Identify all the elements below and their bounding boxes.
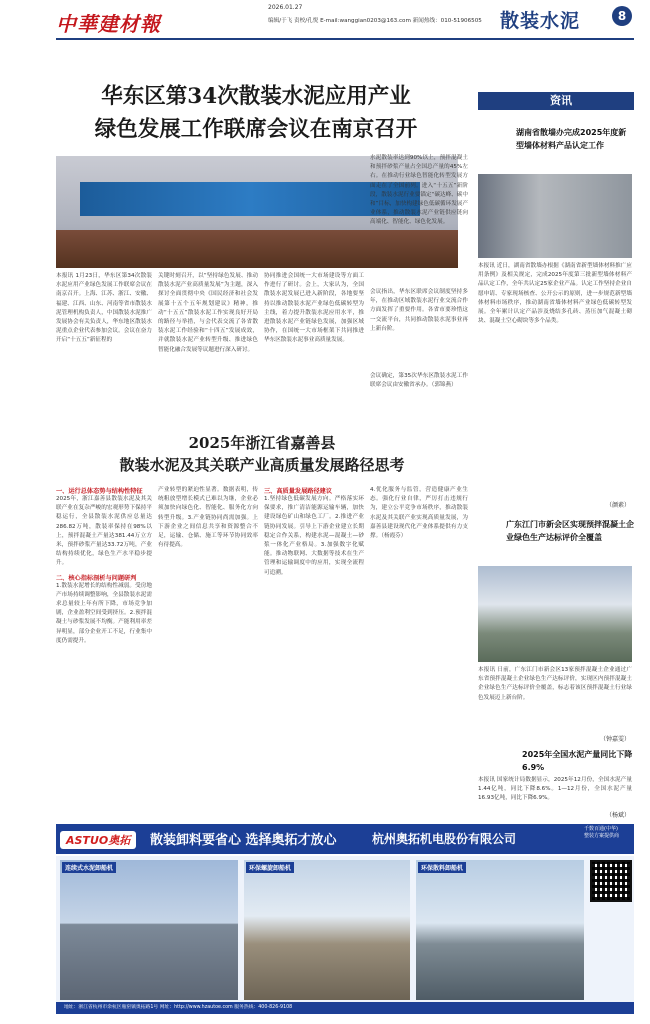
ad-caption-1: 连续式水泥卸船机 <box>62 862 116 873</box>
brief3-text: 本报讯 国家统计局数据显示，2025年12月份，全国水泥产量1.44亿吨，同比下降8.6%。1—12月份，全国水泥产量16.93亿吨，同比下降6.9%。 <box>478 777 632 802</box>
section-subhead-2: 二、核心指标剖析与问题研判 <box>56 574 137 582</box>
brief2-photo <box>478 566 632 662</box>
second-article-col1 <box>56 486 152 812</box>
newspaper-logo: 中華建材報 <box>56 12 161 36</box>
second-article-text2: 1.散装水泥增长的结构性减弱。受房地产市场持续调整影响，全县散装水泥需求总量较上年有所下降，市场竞争加剧，企业盈利空间受到挤压。2.预拌混凝土与砂浆发展不均衡。产能利用率差异明显，部分企业开工不足，行业集中度仍需提升。 <box>56 582 152 644</box>
second-article-col4: 4.优化服务与监管，营造健康产业生态。强化行业自律，严厉打击违规行为，建立公平竞争市场秩序，推动散装水泥及其关联产业实现高质量发展，为嘉善县建设现代化产业体系提供有力支撑。（杨霞芬） <box>370 487 468 540</box>
second-article-text4: 1.坚持绿色低碳发展方向。严格落实环保要求，推广清洁能源运输车辆，加快建设绿色矿山和绿色工厂。2.推进产业链协同发展。引导上下游企业建立长期稳定合作关系，构建水泥—混凝土—砂浆一体化产业格局。3.加强数字化赋能。推动物联网、大数据等技术在生产管理和运输调度中的应用，实现全流程可追溯。 <box>264 496 364 576</box>
news-briefs-label: 资讯 <box>478 92 634 110</box>
brief3-title: 2025年全国水泥产量同比下降6.9% <box>522 750 633 772</box>
astuo-logo: ASTUO奥拓 <box>60 831 136 849</box>
lead-headline-line2: 绿色发展工作联席会议在南京召开 <box>94 117 418 142</box>
ad-tagline <box>584 826 619 840</box>
ad-image-continuous-unloader <box>60 860 238 1000</box>
page-number-badge: 8 <box>612 6 632 26</box>
ad-tagline-2: 整装方案提供商 <box>584 833 620 839</box>
section-subhead-1: 一、运行总体态势与结构性特征 <box>56 488 143 495</box>
ad-image-screw-unloader <box>244 860 410 1000</box>
lead-article-col4b: 会议指出，华东区联席会议制度坚持多年，在推动区域散装水泥行业交流合作方面发挥了重要作用。各省市要珍惜这一交流平台，共同推动散装水泥事业再上新台阶。 <box>370 289 468 332</box>
qr-code-icon <box>590 860 632 902</box>
ad-footer-address: 地址：浙江省杭州市余杭区瓶窑镇奥拓路1号 网址：http://www.hzautoe.com 服务热线：400-826-9108 <box>56 1002 634 1014</box>
lead-article-col1: 本报讯 1月23日，华东区第34次散装水泥应用产业绿色发展工作联席会议在南京召开。上海、江苏、浙江、安徽、福建、江西、山东、河南等省市散装水泥管理机构负责人，中国散装水泥推广发展协会有关负责人，华东地区散装水泥重点企业代表参加会议。会议在奋力开启“十五五”新征程的 <box>56 273 152 344</box>
lead-article-col3: 协同推进会国统一大市场建设等方面工作进行了研讨。会上，大家认为，全国散装水泥发展已进入新阶段，各地要坚持以推动散装水泥产业绿色低碳转型为主线，着力提升散装水泥应用水平，推进散装水泥产业链绿色发展，加强区域协作，在国统一大市场框架下共同推进华东区散装水泥事业高质量发展。 <box>264 273 364 344</box>
second-headline-line1: 2025年浙江省嘉善县 <box>188 434 336 452</box>
ad-banner-bar <box>56 824 634 854</box>
brief3-author: （杨斌） <box>606 812 631 819</box>
section-title: 散装水泥 <box>500 10 581 32</box>
second-headline-line2: 散装水泥及其关联产业高质量发展路径思考 <box>119 456 405 474</box>
section-subhead-3: 三、高质量发展路径建议 <box>264 488 333 495</box>
ad-slogan: 散装卸料要省心 选择奥拓才放心 <box>150 833 337 848</box>
ad-caption-2: 环保螺旋卸船机 <box>246 862 294 873</box>
brief2-title: 广东江门市新会区实现预拌混凝土企业绿色生产达标评价全覆盖 <box>506 520 634 542</box>
brief2-text: 本报讯 日前，广东江门市新会区13家预拌混凝土企业通过广东省预拌混凝土企业绿色生产达标评价，实现区内预拌混凝土企业绿色生产达标评价全覆盖，标志着该区预拌混凝土行业绿色发展迈上新台阶。 <box>478 667 632 701</box>
lead-article-col4a: 水泥散装率达到90%以上，预拌混凝土和预拌砂浆产量占全国总产量的45%左右。在推动行业绿色智能化转型发展方面走在了全国前列。进入“十五五”新阶段，散装水泥行业要锚定“碳达峰、碳中和”目标，加快构建绿色低碳循环发展产业体系，推动散装水泥产业链供应链向高端化、智能化、绿色化发展。 <box>370 155 468 226</box>
editor-line: 编辑/于飞 责校/孔悦 E-mail:wanggian0203@163.com 新闻热线：010-51906505 <box>268 18 482 24</box>
brief1-title: 湖南省散墙办完成2025年度新型墙体材料产品认定工作 <box>516 128 627 150</box>
brief2-author: （钟嘉雯） <box>600 736 631 743</box>
ad-tagline-1: 千数百通(中华) <box>584 826 618 832</box>
ad-company-name: 杭州奥拓机电股份有限公司 <box>372 832 517 846</box>
second-headline <box>62 432 462 476</box>
second-article-col3 <box>264 486 364 812</box>
brief1-photo <box>478 174 632 258</box>
ad-image-bulk-unloader <box>416 860 584 1000</box>
second-article-col2: 产业转型的紧迫性显著。数据表明，传统粗放型增长模式已难以为继，企业必须加快向绿色化、智能化、服务化方向转型升级。3.产业链协同尚需加强。上下游企业之间信息共享和资源整合不足，运输、仓储、施工等环节协同效率有待提高。 <box>158 487 258 549</box>
issue-date: 2026.01.27 <box>268 4 303 11</box>
lead-article-col2: 关键时刻召开，以“坚持绿色发展、推动散装水泥产业高质量发展”为主题，深入探讨全面贯彻中央《国民经济和社会发展第十五个五年规划建议》精神，推动“十五五”散装水泥工作实现良好开局的路径与举措，与会代表交流了各省散装水泥工作经验和“十四五”发展成效，并就散装水泥产业转型升级、推进绿色智能化融合发展等议题进行深入研讨。 <box>158 273 258 353</box>
lead-headline <box>56 80 456 146</box>
conference-stage-screen <box>80 182 420 216</box>
second-article-text1: 2025年，浙江嘉善县散装水泥及其关联产业在复杂严峻的宏观形势下保持平稳运行，全县散装水泥供应总量达286.82万吨，散装率保持在98%以上，预拌混凝土产量达381.44万立方米，预拌砂浆产量达33.72万吨，产业结构持续优化，绿色生产水平稳步提升。 <box>56 496 152 567</box>
lead-headline-line1: 华东区第34次散装水泥应用产业 <box>101 84 411 109</box>
ad-caption-3: 环保散料卸船机 <box>418 862 466 873</box>
lead-article-col4c: 会议确定，第35次华东区散装水泥工作联席会议由安徽省承办。（郭锦燕） <box>370 373 468 389</box>
brief1-author: （颜素） <box>606 502 631 509</box>
brief1-text: 本报讯 近日，湖南省散墙办根据《湖南省新型墙体材料推广应用条例》及相关规定，完成2025年度第三批新型墙体材料产品认定工作，全年共认定25家企业产品。认定工作坚持企业自愿申请、专家现场核查、公开公示的原则，进一步规范新型墙体材料市场秩序，推动湖南省墙体材料产业绿色低碳转型发展。全年累计认定产品涉及烧结多孔砖、蒸压加气混凝土砌块、混凝土空心砌块等多个品类。 <box>478 263 632 325</box>
masthead-divider <box>56 38 634 40</box>
